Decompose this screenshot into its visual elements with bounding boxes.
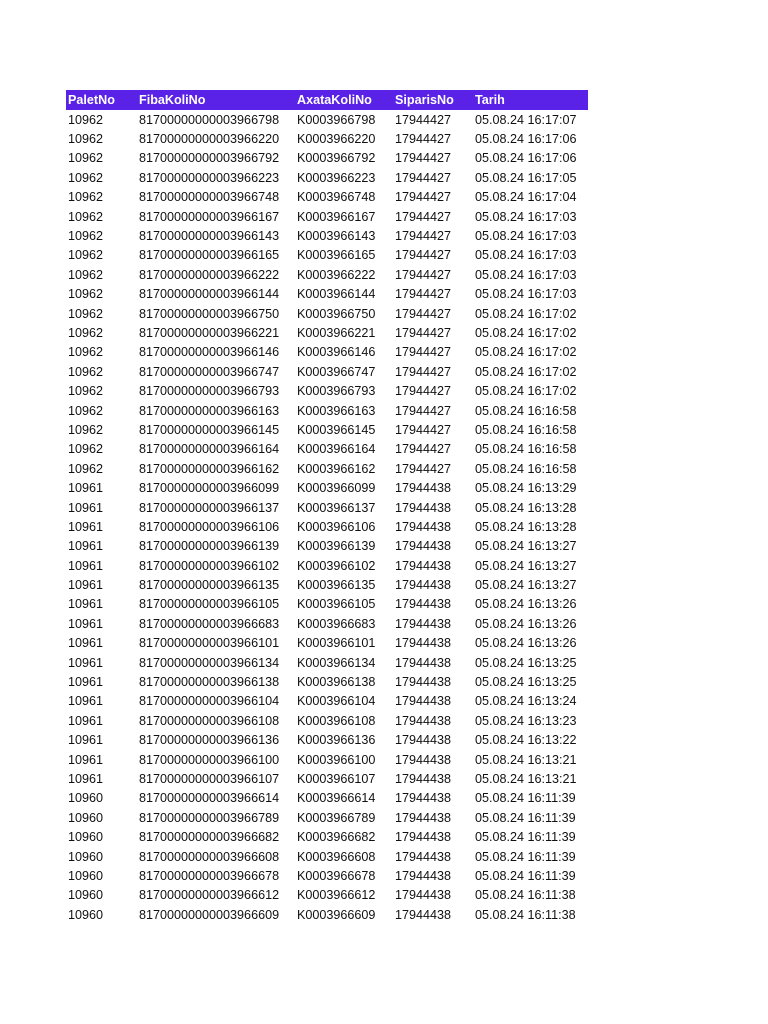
tarih-cell: 05.08.24 16:13:26 [475,636,577,651]
paletno-cell: 10961 [68,771,104,786]
fibakolino-cell: 81700000000003966102 [139,558,280,573]
siparisno-cell: 17944438 [395,849,452,864]
siparisno-cell: 17944427 [395,461,452,476]
tarih-cell: 05.08.24 16:11:38 [475,888,576,903]
fibakolino-cell: 81700000000003966678 [139,868,280,883]
axatakolino-cell: K0003966134 [297,655,376,670]
siparisno-cell: 17944427 [395,190,452,205]
paletno-cell: 10961 [68,519,104,534]
fibakolino-cell: 81700000000003966750 [139,306,280,321]
siparisno-cell: 17944438 [395,752,452,767]
tarih-cell: 05.08.24 16:13:22 [475,733,577,748]
siparisno-cell: 17944427 [395,209,452,224]
tarih-cell: 05.08.24 16:17:05 [475,170,577,185]
siparisno-cell: 17944438 [395,907,452,922]
fibakolino-cell: 81700000000003966609 [139,907,280,922]
table-row [66,672,588,691]
paletno-cell: 10962 [68,422,104,437]
tarih-cell: 05.08.24 16:17:06 [475,132,577,147]
table-row [66,556,588,575]
table-row [66,168,588,187]
paletno-cell: 10962 [68,132,104,147]
siparisno-cell: 17944427 [395,151,452,166]
paletno-cell: 10962 [68,190,104,205]
paletno-cell: 10961 [68,616,104,631]
tarih-cell: 05.08.24 16:13:24 [475,694,577,709]
paletno-cell: 10961 [68,675,104,690]
table-row [66,711,588,730]
fibakolino-cell: 81700000000003966165 [139,248,280,263]
table-row [66,323,588,342]
siparisno-cell: 17944438 [395,558,452,573]
tarih-cell: 05.08.24 16:13:25 [475,675,577,690]
paletno-cell: 10962 [68,112,104,127]
tarih-cell: 05.08.24 16:11:39 [475,810,576,825]
table-row [66,420,588,439]
header-axatakolino: AxataKoliNo [297,93,372,107]
paletno-cell: 10962 [68,306,104,321]
table-row [66,362,588,381]
table-row [66,110,588,129]
tarih-cell: 05.08.24 16:13:27 [475,558,577,573]
siparisno-cell: 17944438 [395,771,452,786]
siparisno-cell: 17944438 [395,500,452,515]
data-table [66,90,588,924]
paletno-cell: 10962 [68,248,104,263]
axatakolino-cell: K0003966798 [297,112,376,127]
fibakolino-cell: 81700000000003966105 [139,597,280,612]
fibakolino-cell: 81700000000003966222 [139,267,280,282]
fibakolino-cell: 81700000000003966144 [139,287,280,302]
table-row [66,149,588,168]
tarih-cell: 05.08.24 16:11:39 [475,868,576,883]
paletno-cell: 10961 [68,578,104,593]
axatakolino-cell: K0003966144 [297,287,376,302]
table-row [66,343,588,362]
table-row [66,808,588,827]
axatakolino-cell: K0003966143 [297,229,376,244]
siparisno-cell: 17944438 [395,481,452,496]
fibakolino-cell: 81700000000003966107 [139,771,280,786]
tarih-cell: 05.08.24 16:13:28 [475,500,577,515]
fibakolino-cell: 81700000000003966108 [139,713,280,728]
axatakolino-cell: K0003966222 [297,267,376,282]
paletno-cell: 10962 [68,345,104,360]
tarih-cell: 05.08.24 16:13:27 [475,539,577,554]
tarih-cell: 05.08.24 16:17:02 [475,325,577,340]
axatakolino-cell: K0003966789 [297,810,376,825]
table-row [66,304,588,323]
fibakolino-cell: 81700000000003966747 [139,364,280,379]
fibakolino-cell: 81700000000003966614 [139,791,280,806]
fibakolino-cell: 81700000000003966135 [139,578,280,593]
header-paletno: PaletNo [68,93,115,107]
paletno-cell: 10961 [68,539,104,554]
fibakolino-cell: 81700000000003966163 [139,403,280,418]
fibakolino-cell: 81700000000003966104 [139,694,280,709]
paletno-cell: 10960 [68,830,104,845]
table-row [66,789,588,808]
siparisno-cell: 17944427 [395,325,452,340]
axatakolino-cell: K0003966136 [297,733,376,748]
paletno-cell: 10962 [68,384,104,399]
axatakolino-cell: K0003966220 [297,132,376,147]
table-row [66,517,588,536]
tarih-cell: 05.08.24 16:16:58 [475,442,577,457]
axatakolino-cell: K0003966101 [297,636,376,651]
table-row [66,537,588,556]
axatakolino-cell: K0003966145 [297,422,376,437]
table-header-row [66,90,588,110]
table-row [66,653,588,672]
paletno-cell: 10962 [68,287,104,302]
axatakolino-cell: K0003966682 [297,830,376,845]
header-siparisno: SiparisNo [395,93,454,107]
axatakolino-cell: K0003966612 [297,888,376,903]
table-row [66,614,588,633]
siparisno-cell: 17944438 [395,655,452,670]
axatakolino-cell: K0003966167 [297,209,376,224]
axatakolino-cell: K0003966139 [297,539,376,554]
tarih-cell: 05.08.24 16:13:28 [475,519,577,534]
table-row [66,440,588,459]
header-fibakolino: FibaKoliNo [139,93,206,107]
axatakolino-cell: K0003966162 [297,461,376,476]
siparisno-cell: 17944427 [395,170,452,185]
fibakolino-cell: 81700000000003966748 [139,190,280,205]
siparisno-cell: 17944427 [395,132,452,147]
tarih-cell: 05.08.24 16:16:58 [475,403,577,418]
paletno-cell: 10962 [68,364,104,379]
tarih-cell: 05.08.24 16:11:39 [475,849,576,864]
paletno-cell: 10962 [68,267,104,282]
table-row [66,847,588,866]
siparisno-cell: 17944438 [395,810,452,825]
axatakolino-cell: K0003966138 [297,675,376,690]
paletno-cell: 10961 [68,694,104,709]
axatakolino-cell: K0003966614 [297,791,376,806]
axatakolino-cell: K0003966137 [297,500,376,515]
tarih-cell: 05.08.24 16:13:21 [475,771,577,786]
table-row [66,866,588,885]
fibakolino-cell: 81700000000003966793 [139,384,280,399]
siparisno-cell: 17944427 [395,345,452,360]
tarih-cell: 05.08.24 16:17:03 [475,287,577,302]
tarih-cell: 05.08.24 16:13:29 [475,481,577,496]
tarih-cell: 05.08.24 16:17:02 [475,306,577,321]
fibakolino-cell: 81700000000003966099 [139,481,280,496]
table-row [66,285,588,304]
fibakolino-cell: 81700000000003966101 [139,636,280,651]
tarih-cell: 05.08.24 16:13:27 [475,578,577,593]
siparisno-cell: 17944438 [395,636,452,651]
fibakolino-cell: 81700000000003966612 [139,888,280,903]
paletno-cell: 10961 [68,558,104,573]
table-row [66,381,588,400]
paletno-cell: 10962 [68,461,104,476]
axatakolino-cell: K0003966163 [297,403,376,418]
fibakolino-cell: 81700000000003966220 [139,132,280,147]
axatakolino-cell: K0003966135 [297,578,376,593]
axatakolino-cell: K0003966104 [297,694,376,709]
table-row [66,750,588,769]
siparisno-cell: 17944438 [395,830,452,845]
axatakolino-cell: K0003966107 [297,771,376,786]
axatakolino-cell: K0003966748 [297,190,376,205]
fibakolino-cell: 81700000000003966608 [139,849,280,864]
paletno-cell: 10961 [68,636,104,651]
axatakolino-cell: K0003966108 [297,713,376,728]
siparisno-cell: 17944427 [395,287,452,302]
axatakolino-cell: K0003966678 [297,868,376,883]
paletno-cell: 10962 [68,325,104,340]
fibakolino-cell: 81700000000003966792 [139,151,280,166]
tarih-cell: 05.08.24 16:17:06 [475,151,577,166]
fibakolino-cell: 81700000000003966137 [139,500,280,515]
fibakolino-cell: 81700000000003966221 [139,325,280,340]
tarih-cell: 05.08.24 16:13:25 [475,655,577,670]
fibakolino-cell: 81700000000003966100 [139,752,280,767]
paletno-cell: 10960 [68,868,104,883]
siparisno-cell: 17944438 [395,616,452,631]
paletno-cell: 10961 [68,733,104,748]
table-row [66,478,588,497]
tarih-cell: 05.08.24 16:13:23 [475,713,577,728]
table-row [66,575,588,594]
table-row [66,188,588,207]
table-row [66,731,588,750]
axatakolino-cell: K0003966221 [297,325,376,340]
table-body [66,110,588,924]
axatakolino-cell: K0003966100 [297,752,376,767]
fibakolino-cell: 81700000000003966683 [139,616,280,631]
fibakolino-cell: 81700000000003966138 [139,675,280,690]
table-row [66,769,588,788]
siparisno-cell: 17944438 [395,868,452,883]
tarih-cell: 05.08.24 16:17:04 [475,190,577,205]
axatakolino-cell: K0003966792 [297,151,376,166]
paletno-cell: 10961 [68,713,104,728]
tarih-cell: 05.08.24 16:13:26 [475,597,577,612]
tarih-cell: 05.08.24 16:11:38 [475,907,576,922]
table-row [66,246,588,265]
fibakolino-cell: 81700000000003966146 [139,345,280,360]
axatakolino-cell: K0003966099 [297,481,376,496]
fibakolino-cell: 81700000000003966167 [139,209,280,224]
fibakolino-cell: 81700000000003966164 [139,442,280,457]
siparisno-cell: 17944438 [395,578,452,593]
tarih-cell: 05.08.24 16:17:02 [475,345,577,360]
axatakolino-cell: K0003966793 [297,384,376,399]
tarih-cell: 05.08.24 16:16:58 [475,422,577,437]
table-row [66,595,588,614]
fibakolino-cell: 81700000000003966145 [139,422,280,437]
axatakolino-cell: K0003966164 [297,442,376,457]
paletno-cell: 10961 [68,481,104,496]
paletno-cell: 10960 [68,907,104,922]
fibakolino-cell: 81700000000003966162 [139,461,280,476]
tarih-cell: 05.08.24 16:17:02 [475,384,577,399]
table-row [66,207,588,226]
axatakolino-cell: K0003966747 [297,364,376,379]
siparisno-cell: 17944427 [395,229,452,244]
axatakolino-cell: K0003966683 [297,616,376,631]
axatakolino-cell: K0003966106 [297,519,376,534]
fibakolino-cell: 81700000000003966136 [139,733,280,748]
table-row [66,692,588,711]
fibakolino-cell: 81700000000003966139 [139,539,280,554]
fibakolino-cell: 81700000000003966682 [139,830,280,845]
siparisno-cell: 17944427 [395,248,452,263]
table-row [66,498,588,517]
paletno-cell: 10962 [68,209,104,224]
table-row [66,634,588,653]
table-row [66,401,588,420]
axatakolino-cell: K0003966223 [297,170,376,185]
paletno-cell: 10961 [68,655,104,670]
paletno-cell: 10960 [68,888,104,903]
fibakolino-cell: 81700000000003966134 [139,655,280,670]
siparisno-cell: 17944438 [395,791,452,806]
tarih-cell: 05.08.24 16:11:39 [475,791,576,806]
fibakolino-cell: 81700000000003966798 [139,112,280,127]
paletno-cell: 10961 [68,597,104,612]
paletno-cell: 10960 [68,791,104,806]
paletno-cell: 10962 [68,403,104,418]
siparisno-cell: 17944438 [395,539,452,554]
siparisno-cell: 17944427 [395,267,452,282]
tarih-cell: 05.08.24 16:17:03 [475,267,577,282]
paletno-cell: 10962 [68,442,104,457]
siparisno-cell: 17944438 [395,713,452,728]
table-row [66,827,588,846]
siparisno-cell: 17944427 [395,384,452,399]
fibakolino-cell: 81700000000003966789 [139,810,280,825]
tarih-cell: 05.08.24 16:17:03 [475,248,577,263]
paletno-cell: 10960 [68,810,104,825]
fibakolino-cell: 81700000000003966106 [139,519,280,534]
axatakolino-cell: K0003966165 [297,248,376,263]
siparisno-cell: 17944427 [395,112,452,127]
siparisno-cell: 17944427 [395,364,452,379]
siparisno-cell: 17944438 [395,519,452,534]
tarih-cell: 05.08.24 16:17:03 [475,229,577,244]
siparisno-cell: 17944438 [395,597,452,612]
header-tarih: Tarih [475,93,505,107]
siparisno-cell: 17944427 [395,306,452,321]
table-row [66,905,588,924]
paletno-cell: 10962 [68,229,104,244]
siparisno-cell: 17944427 [395,403,452,418]
siparisno-cell: 17944438 [395,733,452,748]
axatakolino-cell: K0003966608 [297,849,376,864]
fibakolino-cell: 81700000000003966143 [139,229,280,244]
table-row [66,129,588,148]
tarih-cell: 05.08.24 16:13:21 [475,752,577,767]
fibakolino-cell: 81700000000003966223 [139,170,280,185]
paletno-cell: 10961 [68,752,104,767]
tarih-cell: 05.08.24 16:11:39 [475,830,576,845]
tarih-cell: 05.08.24 16:17:02 [475,364,577,379]
axatakolino-cell: K0003966609 [297,907,376,922]
siparisno-cell: 17944438 [395,675,452,690]
axatakolino-cell: K0003966105 [297,597,376,612]
table-row [66,265,588,284]
axatakolino-cell: K0003966146 [297,345,376,360]
tarih-cell: 05.08.24 16:16:58 [475,461,577,476]
table-row [66,226,588,245]
paletno-cell: 10962 [68,151,104,166]
paletno-cell: 10961 [68,500,104,515]
table-row [66,886,588,905]
tarih-cell: 05.08.24 16:17:03 [475,209,577,224]
table-row [66,459,588,478]
axatakolino-cell: K0003966102 [297,558,376,573]
siparisno-cell: 17944427 [395,422,452,437]
siparisno-cell: 17944438 [395,888,452,903]
axatakolino-cell: K0003966750 [297,306,376,321]
siparisno-cell: 17944427 [395,442,452,457]
paletno-cell: 10960 [68,849,104,864]
paletno-cell: 10962 [68,170,104,185]
siparisno-cell: 17944438 [395,694,452,709]
tarih-cell: 05.08.24 16:17:07 [475,112,577,127]
tarih-cell: 05.08.24 16:13:26 [475,616,577,631]
